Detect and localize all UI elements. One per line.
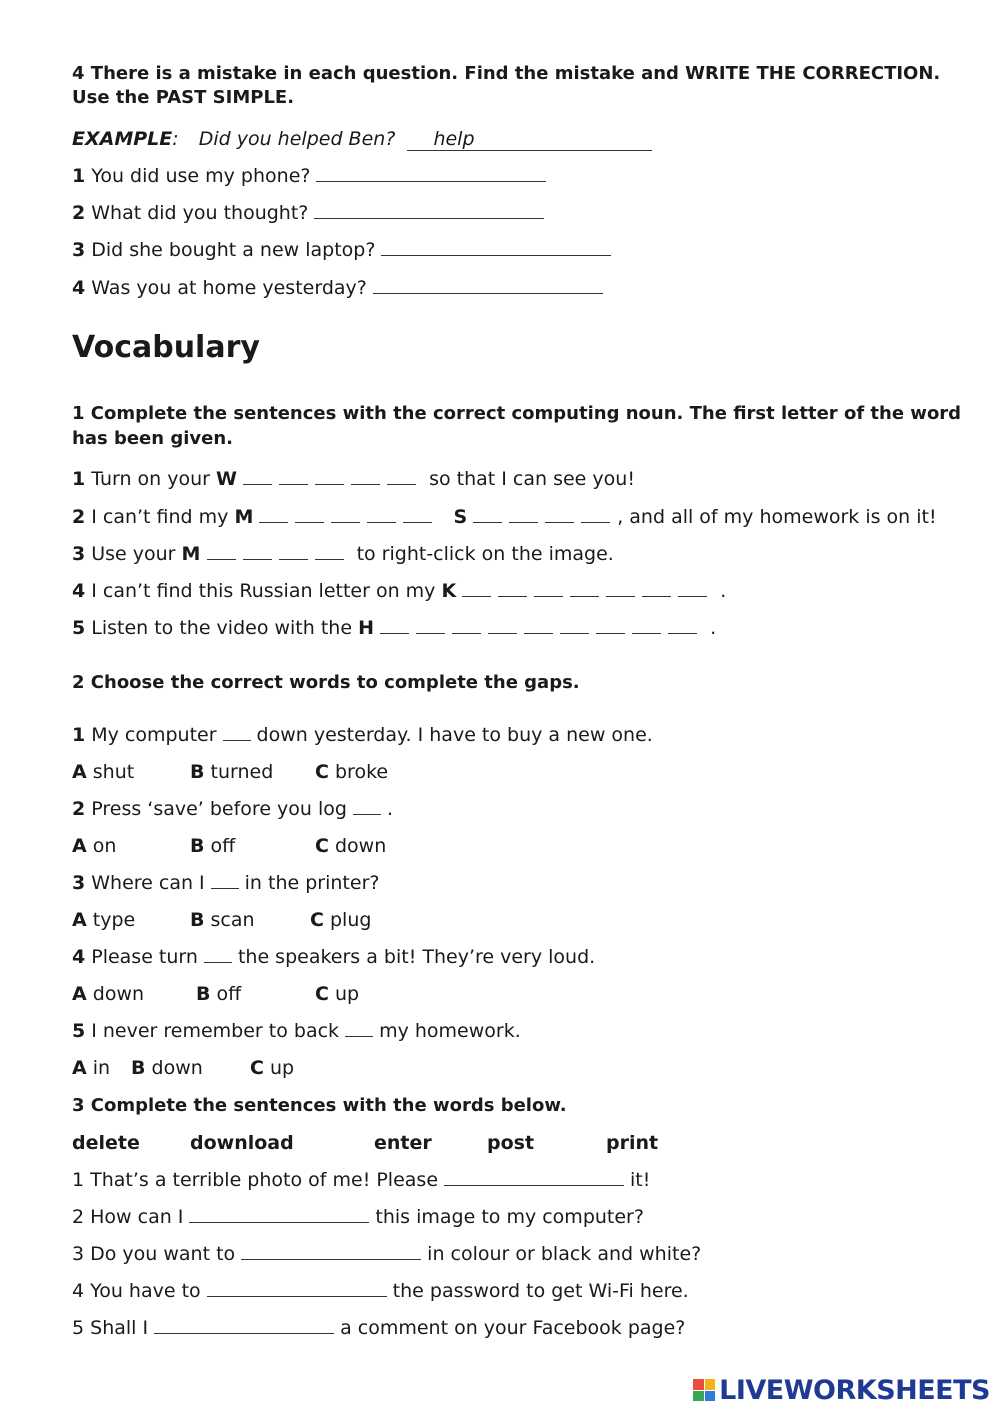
vocab-ex3-sentence-3	[72, 1242, 701, 1266]
answer-gap[interactable]	[211, 887, 239, 889]
word-bank-item: enter	[374, 1132, 432, 1154]
sentence-text: 5 Shall I	[72, 1317, 149, 1339]
first-letter: M	[234, 506, 254, 528]
sentence-text: 3 Do you want to	[72, 1243, 236, 1265]
question-text: Where can I	[91, 872, 205, 894]
answer-blank[interactable]	[381, 254, 611, 256]
logo-text: LIVEWORKSHEETS	[719, 1374, 990, 1406]
vocab-ex3-sentence-2	[72, 1205, 644, 1229]
grammar-instruction-line2: Use the PAST SIMPLE.	[72, 87, 295, 108]
vocab-ex1-sentence-5	[72, 616, 716, 640]
sentence-text: I can’t find this Russian letter on my	[91, 580, 436, 602]
option-c[interactable]	[250, 1056, 294, 1080]
option-text: type	[92, 909, 136, 931]
sentence-text: .	[710, 617, 717, 639]
option-letter: C	[315, 835, 329, 857]
vocab-ex1-sentence-4	[72, 579, 726, 603]
question-text: My computer	[91, 724, 217, 746]
first-letter: H	[358, 617, 374, 639]
letter-slot[interactable]	[387, 483, 416, 485]
vocab-ex1-sentence-3	[72, 542, 614, 566]
sentence-text: a comment on your Facebook page?	[340, 1317, 686, 1339]
sentence-number: 2	[72, 506, 86, 528]
vocab-ex1-sentence-1	[72, 467, 635, 491]
option-text: scan	[210, 909, 255, 931]
liveworksheets-logo[interactable]	[693, 1375, 990, 1405]
grammar-item-text: Did she bought a new laptop?	[91, 239, 376, 261]
sentence-text: to right-click on the image.	[356, 543, 614, 565]
sentence-number: 4	[72, 580, 86, 602]
word-bank-item: print	[606, 1132, 659, 1154]
option-letter: A	[72, 1057, 87, 1079]
option-b[interactable]	[131, 1056, 203, 1080]
word-bank-item: download	[190, 1132, 294, 1154]
option-text: on	[92, 835, 117, 857]
option-letter: B	[190, 909, 205, 931]
question-number: 3	[72, 872, 86, 894]
letter-slot[interactable]	[279, 483, 308, 485]
vocab-ex3-sentence-1	[72, 1168, 650, 1192]
question-number: 5	[72, 1020, 86, 1042]
answer-blank[interactable]	[207, 1295, 387, 1297]
answer-gap[interactable]	[204, 961, 232, 963]
letter-slot[interactable]	[452, 632, 481, 634]
letter-slot[interactable]	[473, 521, 502, 523]
option-a[interactable]	[72, 760, 134, 784]
sentence-text: .	[720, 580, 727, 602]
option-letter: C	[250, 1057, 264, 1079]
vocab-ex3-instruction: 3 Complete the sentences with the words below.	[72, 1095, 567, 1116]
letter-slot[interactable]	[462, 595, 491, 597]
letter-slot[interactable]	[498, 595, 527, 597]
vocab-ex2-question-2	[72, 797, 393, 821]
letter-slot[interactable]	[403, 521, 432, 523]
letter-slot[interactable]	[570, 595, 599, 597]
option-a[interactable]	[72, 1056, 110, 1080]
vocab-ex2-question-1	[72, 723, 653, 747]
grammar-item-number: 1	[72, 165, 86, 187]
letter-slot[interactable]	[581, 521, 610, 523]
letter-slot[interactable]	[524, 632, 553, 634]
grammar-item-number: 4	[72, 277, 86, 299]
example-label: EXAMPLE	[72, 128, 173, 150]
option-text: off	[210, 835, 236, 857]
sentence-text: 1 That’s a terrible photo of me! Please	[72, 1169, 439, 1191]
letter-slot[interactable]	[596, 632, 625, 634]
option-b[interactable]	[196, 982, 241, 1006]
letter-slot[interactable]	[279, 558, 308, 560]
letter-slot[interactable]	[560, 632, 589, 634]
vocab-ex1-sentence-2	[72, 505, 937, 529]
answer-gap[interactable]	[345, 1035, 373, 1037]
option-letter: B	[131, 1057, 146, 1079]
letter-slot[interactable]	[545, 521, 574, 523]
letter-slot[interactable]	[509, 521, 538, 523]
question-text: I never remember to back	[91, 1020, 340, 1042]
letter-slot[interactable]	[367, 521, 396, 523]
letter-slot[interactable]	[534, 595, 563, 597]
grammar-item-text: You did use my phone?	[91, 165, 311, 187]
option-b[interactable]	[190, 760, 273, 784]
letter-slot[interactable]	[315, 558, 344, 560]
question-text: in the printer?	[244, 872, 380, 894]
option-text: broke	[335, 761, 389, 783]
sentence-text: in colour or black and white?	[427, 1243, 702, 1265]
example-answer-line	[407, 128, 652, 151]
example-text: Did you helped Ben?	[198, 128, 396, 150]
sentence-text: 2 How can I	[72, 1206, 184, 1228]
option-letter: A	[72, 761, 87, 783]
option-text: plug	[330, 909, 372, 931]
question-number: 2	[72, 798, 86, 820]
option-letter: C	[310, 909, 324, 931]
letter-slot[interactable]	[668, 632, 697, 634]
answer-blank[interactable]	[373, 292, 603, 294]
answer-blank[interactable]	[444, 1184, 624, 1186]
sentence-text: Use your	[91, 543, 176, 565]
letter-slot[interactable]	[488, 632, 517, 634]
option-c[interactable]	[310, 908, 371, 932]
option-c[interactable]	[315, 982, 359, 1006]
option-text: down	[335, 835, 387, 857]
option-letter: B	[190, 835, 205, 857]
sentence-number: 3	[72, 543, 86, 565]
option-b[interactable]	[190, 834, 235, 858]
option-text: turned	[210, 761, 274, 783]
letter-slot[interactable]	[678, 595, 707, 597]
vocab-ex3-sentence-5	[72, 1316, 685, 1340]
option-letter: A	[72, 835, 87, 857]
grammar-item-2	[72, 201, 550, 225]
example-answer: help	[433, 128, 475, 150]
option-text: up	[270, 1057, 295, 1079]
answer-blank[interactable]	[316, 180, 546, 182]
sentence-text: , and all of my homework is on it!	[617, 506, 937, 528]
letter-slot[interactable]	[295, 521, 324, 523]
answer-blank[interactable]	[241, 1258, 421, 1260]
letter-slot[interactable]	[315, 483, 344, 485]
grammar-item-4	[72, 276, 609, 300]
grammar-example	[72, 127, 652, 151]
sentence-text: it!	[630, 1169, 651, 1191]
vocab-ex2-question-5	[72, 1019, 521, 1043]
option-text: up	[335, 983, 360, 1005]
question-text: my homework.	[379, 1020, 521, 1042]
sentence-text: Listen to the video with the	[91, 617, 353, 639]
option-letter: C	[315, 761, 329, 783]
answer-gap[interactable]	[223, 739, 251, 741]
grammar-item-number: 3	[72, 239, 86, 261]
option-a[interactable]	[72, 982, 144, 1006]
letter-slot[interactable]	[243, 558, 272, 560]
word-bank-item: delete	[72, 1132, 140, 1154]
vocab-ex2-question-3	[72, 871, 379, 895]
sentence-number: 5	[72, 617, 86, 639]
grammar-item-number: 2	[72, 202, 86, 224]
grammar-instruction-line1: 4 There is a mistake in each question. Find the mistake and WRITE THE CORRECTION.	[72, 63, 941, 84]
sentence-text: the password to get Wi-Fi here.	[392, 1280, 689, 1302]
example-colon: :	[172, 128, 179, 150]
letter-slot[interactable]	[331, 521, 360, 523]
sentence-text: so that I can see you!	[429, 468, 635, 490]
letter-slot[interactable]	[642, 595, 671, 597]
vocab-ex1-instruction-line1: 1 Complete the sentences with the correct computing noun. The first letter of the word	[72, 403, 962, 424]
grammar-item-1	[72, 164, 552, 188]
option-c[interactable]	[315, 760, 388, 784]
option-c[interactable]	[315, 834, 386, 858]
option-text: in	[92, 1057, 111, 1079]
option-letter: A	[72, 909, 87, 931]
letter-slot[interactable]	[416, 632, 445, 634]
option-text: down	[92, 983, 145, 1005]
question-text: the speakers a bit! They’re very loud.	[237, 946, 596, 968]
sentence-text: I can’t find my	[91, 506, 229, 528]
option-text: down	[151, 1057, 203, 1079]
liveworksheets-logo-icon	[693, 1379, 715, 1401]
letter-slot[interactable]	[606, 595, 635, 597]
option-letter: B	[196, 983, 211, 1005]
answer-blank[interactable]	[154, 1332, 334, 1334]
question-text: Please turn	[91, 946, 198, 968]
option-letter: B	[190, 761, 205, 783]
option-letter: C	[315, 983, 329, 1005]
first-letter: W	[216, 468, 237, 490]
answer-blank[interactable]	[314, 217, 544, 219]
letter-slot[interactable]	[259, 521, 288, 523]
question-number: 4	[72, 946, 86, 968]
vocab-ex2-instruction: 2 Choose the correct words to complete the gaps.	[72, 672, 580, 693]
grammar-item-3	[72, 238, 617, 262]
grammar-item-text: What did you thought?	[91, 202, 309, 224]
grammar-item-text: Was you at home yesterday?	[91, 277, 367, 299]
option-b[interactable]	[190, 908, 255, 932]
question-text: .	[386, 798, 394, 820]
letter-slot[interactable]	[632, 632, 661, 634]
first-letter: S	[453, 506, 468, 528]
first-letter: M	[181, 543, 201, 565]
letter-slot[interactable]	[380, 632, 409, 634]
first-letter: K	[441, 580, 457, 602]
answer-gap[interactable]	[353, 813, 381, 815]
sentence-number: 1	[72, 468, 86, 490]
sentence-text: 4 You have to	[72, 1280, 201, 1302]
sentence-text: Turn on your	[91, 468, 210, 490]
word-bank-item: post	[487, 1132, 535, 1154]
option-a[interactable]	[72, 834, 116, 858]
letter-slot[interactable]	[243, 483, 272, 485]
answer-blank[interactable]	[189, 1221, 369, 1223]
sentence-text: this image to my computer?	[375, 1206, 644, 1228]
option-text: off	[216, 983, 242, 1005]
option-text: shut	[92, 761, 135, 783]
vocab-ex1-instruction-line2: has been given.	[72, 428, 233, 449]
vocab-ex2-question-4	[72, 945, 595, 969]
section-title-vocabulary: Vocabulary	[72, 330, 260, 365]
option-letter: A	[72, 983, 87, 1005]
question-text: Press ‘save’ before you log	[91, 798, 347, 820]
letter-slot[interactable]	[207, 558, 236, 560]
vocab-ex3-sentence-4	[72, 1279, 689, 1303]
letter-slot[interactable]	[351, 483, 380, 485]
question-text: down yesterday. I have to buy a new one.	[256, 724, 653, 746]
question-number: 1	[72, 724, 86, 746]
option-a[interactable]	[72, 908, 135, 932]
